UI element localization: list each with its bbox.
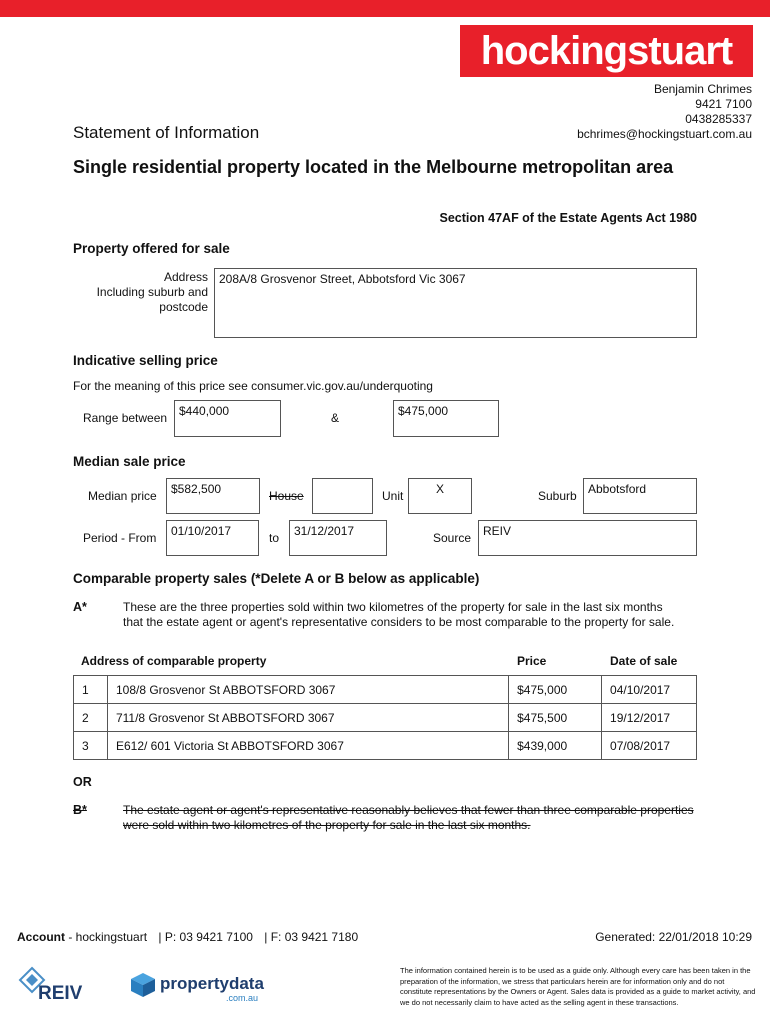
median-price-field[interactable]: $582,500 [166,478,260,514]
period-to-label: to [269,531,280,545]
agent-email: bchrimes@hockingstuart.com.au [577,127,752,141]
row-date[interactable]: 19/12/2017 [602,704,697,732]
source-label: Source [433,531,472,545]
col-date-header: Date of sale [610,654,678,668]
option-a-label: A* [73,600,87,614]
footer-account [17,930,358,944]
agent-mobile: 0438285337 [685,112,752,126]
table-row [74,732,697,760]
period-from-field[interactable]: 01/10/2017 [166,520,259,556]
address-label-line: postcode [159,300,208,314]
address-field[interactable]: 208A/8 Grosvenor Street, Abbotsford Vic 3067 [214,268,697,338]
row-number: 1 [74,676,108,704]
col-address-header: Address of comparable property [81,654,267,668]
row-number: 2 [74,704,108,732]
unit-field[interactable]: X [408,478,472,514]
underquoting-note: For the meaning of this price see consumer.vic.gov.au/underquoting [73,379,433,393]
range-label: Range between [83,411,168,425]
propertydata-logo [130,972,270,1004]
source-field[interactable]: REIV [478,520,697,556]
propertydata-logo-sub: .com.au [226,993,259,1003]
option-b-label: B* [73,803,87,817]
account-label: Account [17,930,65,944]
indicative-heading: Indicative selling price [73,353,218,368]
footer-phone: | P: 03 9421 7100 [158,930,253,944]
house-field[interactable] [312,478,373,514]
option-a-text: These are the three properties sold within two kilometres of the property for sale in the last six months that the estate agent or agent's representative considers to be most comparable to the property for sale. [123,600,675,629]
option-b-text: The estate agent or agent's representative reasonably believes that fewer than three comparable properties were sold within two kilometres of the property for sale in the last six months. [123,803,694,832]
hockingstuart-logo: hockingstuart [460,25,753,77]
unit-label: Unit [382,489,404,503]
row-price[interactable]: $475,000 [509,676,602,704]
address-label [60,270,208,315]
agent-name: Benjamin Chrimes [653,82,752,96]
suburb-field[interactable]: Abbotsford [583,478,697,514]
period-from-label: Period - From [83,531,157,545]
act-section: Section 47AF of the Estate Agents Act 1980 [439,211,697,225]
suburb-label: Suburb [538,489,577,503]
reiv-logo [18,965,93,1005]
row-date[interactable]: 07/08/2017 [602,732,697,760]
house-label: House [269,489,304,503]
reiv-logo-text: REIV [38,983,83,1004]
propertydata-logo-main: propertydata [160,974,264,993]
table-row [74,704,697,732]
period-to-field[interactable]: 31/12/2017 [289,520,387,556]
statement-heading: Statement of Information [73,123,260,142]
row-number: 3 [74,732,108,760]
comparable-heading: Comparable property sales (*Delete A or B below as applicable) [73,571,480,586]
median-heading: Median sale price [73,454,186,469]
address-label-line: Address [163,270,208,284]
agent-phone: 9421 7100 [695,97,752,111]
generated-timestamp: Generated: 22/01/2018 10:29 [595,930,752,944]
property-heading: Property offered for sale [73,241,230,256]
address-label-line: Including suburb and [96,285,208,299]
page-title: Single residential property located in the Melbourne metropolitan area [73,157,674,177]
comparable-table [73,675,697,760]
table-row [74,676,697,704]
top-brand-bar [0,0,770,17]
row-address[interactable]: 711/8 Grosvenor St ABBOTSFORD 3067 [107,704,508,732]
row-address[interactable]: 108/8 Grosvenor St ABBOTSFORD 3067 [107,676,508,704]
row-price[interactable]: $475,500 [509,704,602,732]
range-low-field[interactable]: $440,000 [174,400,281,437]
propertydata-cube-icon [130,972,156,998]
range-high-field[interactable]: $475,000 [393,400,499,437]
col-price-header: Price [517,654,547,668]
or-separator: OR [73,775,92,789]
disclaimer: The information contained herein is to be used as a guide only. Although every care has been taken in the preparation of the information, we stress that particulars herein are for information only and do not constitute representations by the Owners or Agent. Sales data is provided as a guide to market activity, and we do not necessarily claim to have acted as the selling agent in these transactions. [400,966,756,1007]
row-date[interactable]: 04/10/2017 [602,676,697,704]
row-address[interactable]: E612/ 601 Victoria St ABBOTSFORD 3067 [107,732,508,760]
agent-contact [577,82,752,142]
median-price-label: Median price [88,489,157,503]
range-separator: & [331,411,340,425]
footer-fax: | F: 03 9421 7180 [264,930,359,944]
account-value: - hockingstuart [65,930,148,944]
row-price[interactable]: $439,000 [509,732,602,760]
